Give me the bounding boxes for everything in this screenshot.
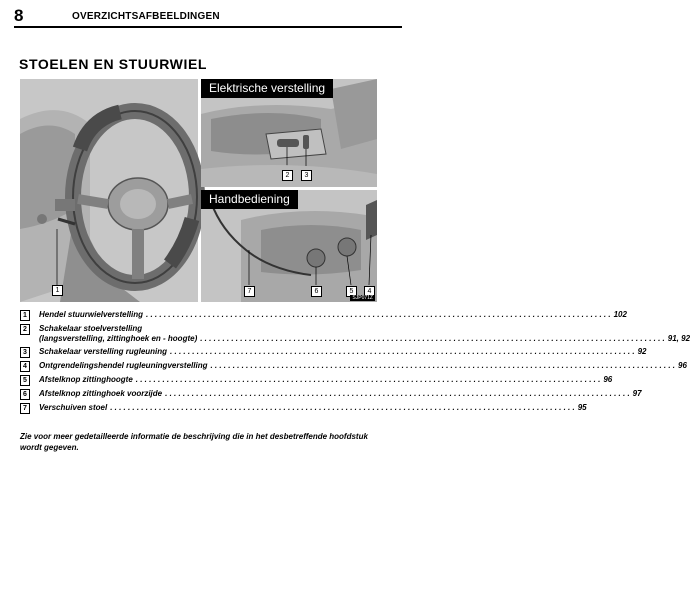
legend-label: Schakelaar verstelling rugleuning [39,347,168,356]
callout-6: 6 [311,286,322,297]
section-title: STOELEN EN STUURWIEL [19,56,208,72]
legend-item [20,389,642,400]
callout-7: 7 [244,286,255,297]
figure-code: SJP071Z [352,295,373,301]
callout-3: 3 [301,170,312,181]
manual-adjustment-label: Handbediening [201,190,298,209]
electric-seat-illustration [201,79,377,187]
header-rule [14,26,402,28]
leader-dots [136,375,601,385]
callout-1: 1 [52,285,63,296]
legend-label: Verschuiven stoel [39,403,108,412]
leader-dots [200,334,665,344]
legend-item [20,361,687,372]
legend-page: 96 [603,375,613,384]
legend-number: 3 [20,347,30,358]
callout-4: 4 [364,286,375,297]
legend-page: 96 [678,361,687,370]
electric-adjustment-label: Elektrische verstelling [201,79,333,98]
legend-item [20,347,647,358]
legend-page: 95 [577,403,587,412]
callout-2: 2 [282,170,293,181]
legend-item [20,403,587,414]
running-head: OVERZICHTSAFBEELDINGEN [72,11,220,22]
legend-number: 4 [20,361,30,372]
legend-item [20,310,627,321]
legend-number: 6 [20,389,30,400]
legend-label: Afstelknop zittinghoogte [39,375,133,384]
legend-page: 92 [637,347,647,356]
leader-dots [210,361,675,371]
legend-page: 97 [632,389,642,398]
legend-label: Ontgrendelingshendel rugleuningverstelling [39,361,208,370]
manual-seat-illustration [201,190,377,302]
seats-steering-figure [20,79,377,302]
page-number: 8 [14,6,24,25]
legend-label: (langsverstelling, zittinghoek en - hoogte) [39,334,198,343]
leader-dots [165,389,630,399]
legend-item [20,324,690,344]
legend-label: Afstelknop zittinghoek voorzijde [39,389,163,398]
info-note: Zie voor meer gedetailleerde informatie de beschrijving die in het desbetreffende hoofdstuk wordt gegeven. [20,432,368,452]
legend-number: 1 [20,310,30,321]
legend-page: 102 [613,310,627,319]
legend-page: 91, 92 [667,334,690,343]
leader-dots [146,310,611,320]
callout-5: 5 [346,286,357,297]
legend-label: Hendel stuurwielverstelling [39,310,144,319]
legend-number: 7 [20,403,30,414]
legend-item [20,375,613,386]
legend-label: Schakelaar stoelverstelling [39,324,143,333]
legend-number: 5 [20,375,30,386]
legend-number: 2 [20,324,30,335]
legend-list [20,310,690,417]
steering-wheel-drawing [20,79,198,302]
leader-dots [170,347,635,357]
leader-dots [110,403,575,413]
steering-wheel-illustration [20,79,198,302]
